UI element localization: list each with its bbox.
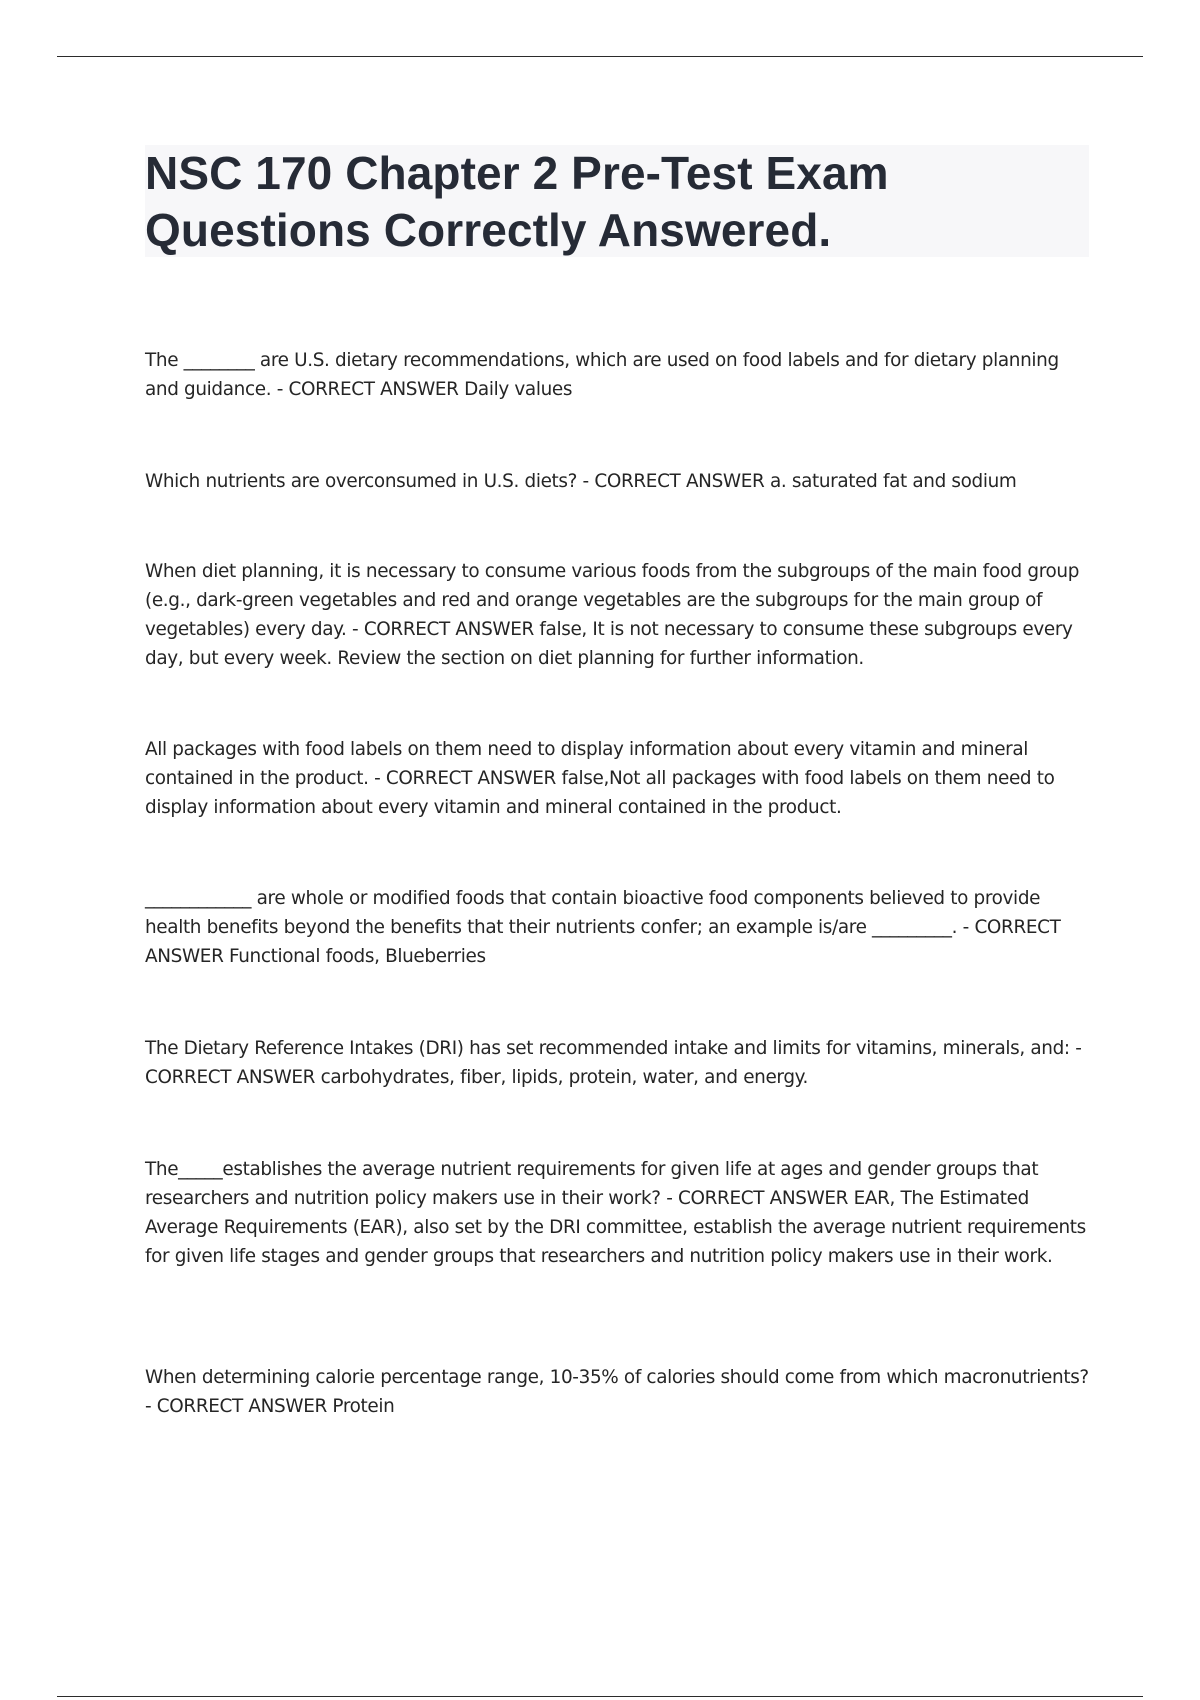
question-text: When diet planning, it is necessary to consume various foods from the subgroups of the main food group (e.g., dark-green vegetables and red and orange vegetables are the subgroups for the main group of vegetables) every day.: [145, 561, 1080, 640]
answer-text: carbohydrates, fiber, lipids, protein, water, and energy.: [320, 1067, 809, 1088]
qa-item-8: [145, 1363, 1090, 1421]
header-rule: [57, 56, 1143, 57]
separator: -: [577, 471, 595, 492]
qa-item-4: [145, 735, 1090, 822]
question-text: The Dietary Reference Intakes (DRI) has set recommended intake and limits for vitamins, minerals, and:: [145, 1038, 1070, 1059]
answer-marker: CORRECT ANSWER: [363, 619, 534, 640]
answer-marker: CORRECT ANSWER: [288, 379, 459, 400]
separator: -: [660, 1188, 678, 1209]
separator: -: [957, 917, 975, 938]
document-title: NSC 170 Chapter 2 Pre-Test Exam Questions Correctly Answered.: [145, 147, 889, 256]
answer-marker: CORRECT ANSWER: [145, 1067, 316, 1088]
question-text: When determining calorie percentage range, 10-35% of calories should come from which macronutrients?: [145, 1367, 1089, 1388]
question-text: The ________ are U.S. dietary recommendations, which are used on food labels and for dietary planning and guidance.: [145, 350, 1059, 400]
question-text: Which nutrients are overconsumed in U.S. diets?: [145, 471, 578, 492]
question-text: All packages with food labels on them need to display information about every vitamin and mineral contained in the product.: [145, 739, 1029, 789]
qa-item-2: [145, 467, 1090, 496]
answer-text: a. saturated fat and sodium: [769, 471, 1017, 492]
question-text: The_____establishes the average nutrient requirements for given life at ages and gender groups that researchers and nutrition policy makers use in their work?: [145, 1159, 1039, 1209]
separator: -: [368, 768, 386, 789]
question-text: ____________ are whole or modified foods that contain bioactive food components believed to provide health benefits beyond the benefits that their nutrients confer; an example is/are _________.: [145, 888, 1041, 938]
answer-marker: CORRECT ANSWER: [594, 471, 765, 492]
answer-marker: CORRECT ANSWER: [385, 768, 556, 789]
answer-text: EAR, The Estimated Average Requirements (EAR), also set by the DRI committee, establish the average nutrient requirements for given life stages and gender groups that researchers and nutrition policy makers use in their work.: [145, 1188, 1086, 1267]
answer-text: false, It is not necessary to consume these subgroups every day, but every week. Review the section on diet planning for further information.: [145, 619, 1073, 669]
answer-text: false,Not all packages with food labels on them need to display information about every vitamin and mineral contained in the product.: [145, 768, 1055, 818]
answer-marker: CORRECT ANSWER: [678, 1188, 849, 1209]
qa-item-3: [145, 557, 1090, 673]
answer-text: Protein: [332, 1396, 395, 1417]
qa-item-6: [145, 1034, 1090, 1092]
separator: -: [1069, 1038, 1082, 1059]
answer-marker: CORRECT ANSWER: [145, 917, 1061, 967]
separator: -: [145, 1396, 157, 1417]
answer-text: Functional foods, Blueberries: [229, 946, 486, 967]
answer-text: Daily values: [464, 379, 573, 400]
footer-rule: [57, 1696, 1143, 1697]
qa-item-1: [145, 346, 1090, 404]
qa-item-5: [145, 884, 1090, 971]
separator: -: [271, 379, 289, 400]
title-block: [145, 145, 1089, 257]
answer-marker: CORRECT ANSWER: [156, 1396, 327, 1417]
separator: -: [346, 619, 364, 640]
qa-item-7: [145, 1155, 1090, 1271]
